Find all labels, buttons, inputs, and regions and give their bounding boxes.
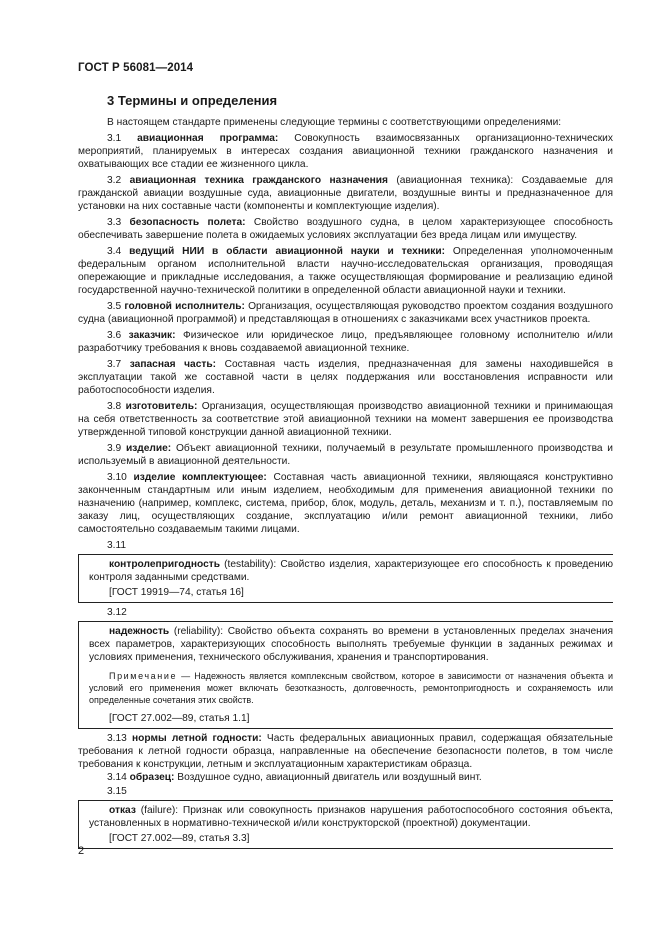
term-3-8: 3.8 изготовитель: Организация, осуществляющая производство авиационной техники и принимающая на себя ответственность за соответствие этой авиационной техники на момент завершения ее производства утвержденной типовой конструкции данной авиационной техники. <box>78 401 613 438</box>
term-name: изготовитель: <box>125 401 198 412</box>
boxed-term-3-12: надежность (reliability): Свойство объекта сохранять во времени в установленных пределах значения всех параметров, характеризующих способность выполнять требуемые функции в заданных режимах и условиях применения, технического обслуживания, хранения и транспортирования. Примечание — Надежность является комплексным свойством, которое в зависимости от назначения объекта и условий его применения может включать безотказность, долговечность, ремонтопригодность и сохраняемость или определенные сочетания этих свойств. [ГОСТ 27.002—89, статья 1.1] <box>78 621 613 729</box>
note: Примечание — Надежность является комплексным свойством, которое в зависимости от назначения объекта и условий его применения может включать безотказность, долговечность, ремонтопригодность и сохраняемость или определенные сочетания этих свойств. <box>89 671 613 705</box>
term-3-9: 3.9 изделие: Объект авиационной техники, получаемый в результате промышленного производства и используемый в авиационной деятельности. <box>78 443 613 467</box>
intro-paragraph: В настоящем стандарте применены следующие термины с соответствующими определениями: <box>107 117 562 128</box>
term-name: образец: <box>129 772 175 783</box>
term-number-3-12: 3.12 <box>107 607 127 618</box>
term-3-3: 3.3 безопасность полета: Свойство воздушного судна, в целом характеризующее способность обеспечивать завершение полета в ожидаемых условиях эксплуатации без вреда лицам или имуществу. <box>78 217 613 241</box>
page-number: 2 <box>78 845 85 857</box>
term-name: авиационная программа: <box>137 133 279 144</box>
term-number-3-15: 3.15 <box>107 786 127 797</box>
term-name: нормы летной годности: <box>132 733 262 744</box>
term-3-14: 3.14 образец: Воздушное судно, авиационный двигатель или воздушный винт. <box>107 772 482 783</box>
term-name: головной исполнитель: <box>124 301 245 312</box>
term-3-13: 3.13 нормы летной годности: Часть федеральных авиационных правил, содержащая обязательные требования к летной годности образца, направленные на обеспечение безопасности полетов, в том числе требования к конструкции, летным и эксплуатационным характеристикам образца. <box>78 733 613 770</box>
term-name: авиационная техника гражданского назначения <box>129 175 388 186</box>
term-3-6: 3.6 заказчик: Физическое или юридическое лицо, предъявляющее головному исполнителю и/или разработчику требования к вновь создаваемой авиационной технике. <box>78 330 613 354</box>
term-name: запасная часть: <box>129 359 217 370</box>
boxed-term-3-11: контролепригодность (testability): Свойство изделия, характеризующее его способность к проведению контроля заданными средствами. [ГОСТ 19919—74, статья 16] <box>78 554 613 603</box>
term-3-4: 3.4 ведущий НИИ в области авиационной науки и техники: Определенная уполномоченным федеральным органом исполнительной власти научно-исследовательская организация, проводящая опережающие и прикладные исследования, а также осуществляющая формирование и реализацию единой государственной научно-технической политики в определенной области авиационной науки и техники. <box>78 246 613 296</box>
term-name: надежность <box>109 626 170 637</box>
term-name: безопасность полета: <box>129 217 246 228</box>
term-name: ведущий НИИ в области авиационной науки и техники: <box>129 246 446 257</box>
source-reference: [ГОСТ 27.002—89, статья 1.1] <box>109 713 250 724</box>
term-3-7: 3.7 запасная часть: Составная часть изделия, предназначенная для замены находившейся в эксплуатации такой же составной части в целях поддержания или восстановления исправности или работоспособности изделия. <box>78 359 613 396</box>
note-label: Примечание <box>109 671 178 681</box>
term-number-3-11: 3.11 <box>107 540 127 551</box>
term-name: изделие: <box>125 443 172 454</box>
standard-header: ГОСТ Р 56081—2014 <box>78 62 194 74</box>
term-3-5: 3.5 головной исполнитель: Организация, осуществляющая руководство проектом создания воздушного судна (авиационной программой) и представляющая в отношениях с заказчиками всех участников проекта. <box>78 301 613 325</box>
term-name: изделие комплектующее: <box>133 472 267 483</box>
term-name: контролепригодность <box>109 559 220 570</box>
document-body <box>78 116 613 849</box>
term-name: отказ <box>109 805 136 816</box>
source-reference: [ГОСТ 27.002—89, статья 3.3] <box>109 833 250 844</box>
term-3-10: 3.10 изделие комплектующее: Составная часть авиационной техники, являющаяся конструктивно законченным стандартным или иным изделием, необходимым для применения авиационной техники по назначению (например, комплекс, система, прибор, блок, модуль, деталь, механизм и т. п.), поставляемым по заказу лиц, осуществляющих создание, эксплуатацию и/или ремонт авиационной техники, либо самостоятельно создаваемым такими лицами. <box>78 472 613 535</box>
term-3-1: 3.1 авиационная программа: Совокупность взаимосвязанных организационно-технических мероприятий, планируемых в интересах создания авиационной техники гражданского назначения и охватывающих все стадии ее жизненного цикла. <box>78 133 613 170</box>
term-3-2: 3.2 авиационная техника гражданского назначения (авиационная техника): Создаваемые для гражданской авиации воздушные суда, авиационные двигатели, воздушные винты и предназначенное для установки на них составные части (компоненты и комплектующие изделия). <box>78 175 613 212</box>
source-reference: [ГОСТ 19919—74, статья 16] <box>109 587 244 598</box>
term-name: заказчик: <box>128 330 176 341</box>
boxed-term-3-15: отказ (failure): Признак или совокупность признаков нарушения работоспособного состояния объекта, установленных в нормативно-технической и/или конструкторской (проектной) документации. [ГОСТ 27.002—89, статья 3.3] <box>78 800 613 849</box>
section-title: 3 Термины и определения <box>107 93 278 108</box>
